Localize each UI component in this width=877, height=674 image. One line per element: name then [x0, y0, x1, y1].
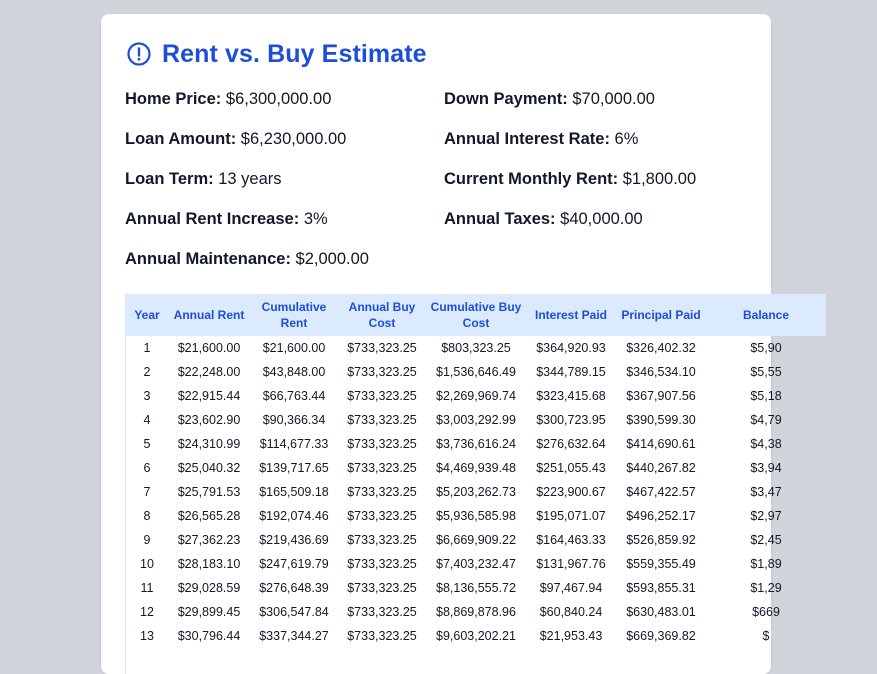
table-cell: 1 — [143, 341, 151, 355]
table-row — [126, 456, 826, 480]
table-cell: $165,509.18 — [259, 485, 329, 499]
table-cell: $3,736,616.24 — [436, 437, 516, 451]
table-cell: $192,074.46 — [259, 509, 329, 523]
table-cell: $5,936,585.98 — [436, 509, 516, 523]
table-cell: 10 — [140, 557, 154, 571]
table-cell: $326,402.32 — [626, 341, 696, 355]
table-cell: $5,203,262.73 — [436, 485, 516, 499]
column-header: Cumulative Rent — [250, 294, 338, 336]
table-cell: $440,267.82 — [626, 461, 696, 475]
table-cell: $2,45 — [750, 533, 782, 547]
table-cell: $300,723.95 — [536, 413, 606, 427]
down-payment-value: $70,000.00 — [572, 90, 655, 108]
table-cell: $630,483.01 — [626, 605, 696, 619]
table-cell: $733,323.25 — [347, 437, 417, 451]
table-cell: $733,323.25 — [347, 485, 417, 499]
maintenance-label: Annual Maintenance: — [125, 250, 291, 268]
table-cell: $803,323.25 — [441, 341, 511, 355]
table-row — [126, 432, 826, 456]
estimate-card — [101, 14, 790, 674]
table-cell: $390,599.30 — [626, 413, 696, 427]
table-cell: $22,915.44 — [177, 389, 241, 403]
monthly-rent-label: Current Monthly Rent: — [444, 170, 619, 188]
table-cell: $6,669,909.22 — [436, 533, 516, 547]
table-cell: $223,900.67 — [536, 485, 606, 499]
table-cell: $60,840.24 — [539, 605, 603, 619]
table-cell: $1,29 — [750, 581, 782, 595]
table-cell: 3 — [143, 389, 151, 403]
table-cell: $8,136,555.72 — [436, 581, 516, 595]
table-cell: $114,677.33 — [259, 437, 329, 451]
table-cell: $43,848.00 — [262, 365, 326, 379]
table-cell: $30,796.44 — [177, 629, 241, 643]
table-cell: $526,859.92 — [626, 533, 696, 547]
table-cell: 9 — [143, 533, 151, 547]
table-cell: 11 — [140, 581, 154, 595]
table-cell: $27,362.23 — [177, 533, 241, 547]
monthly-rent-value: $1,800.00 — [622, 170, 697, 188]
table-row — [126, 408, 826, 432]
table-cell: $131,967.76 — [536, 557, 606, 571]
loan-amount-label: Loan Amount: — [125, 130, 237, 148]
table-cell: $323,415.68 — [536, 389, 606, 403]
down-payment-label: Down Payment: — [444, 90, 568, 108]
table-cell: $251,055.43 — [536, 461, 606, 475]
down-payment-row — [444, 89, 655, 109]
amortization-table — [126, 294, 826, 648]
table-row — [126, 600, 826, 624]
table-cell: $5,55 — [750, 365, 782, 379]
table-row — [126, 576, 826, 600]
table-cell: $28,183.10 — [177, 557, 241, 571]
monthly-rent-row — [444, 169, 696, 189]
loan-amount-row — [125, 129, 346, 149]
table-cell: $21,600.00 — [177, 341, 241, 355]
table-cell: $3,94 — [750, 461, 782, 475]
table-cell: $337,344.27 — [259, 629, 329, 643]
rent-increase-value: 3% — [303, 210, 328, 228]
table-cell: $29,899.45 — [177, 605, 241, 619]
table-cell: $733,323.25 — [347, 533, 417, 547]
table-cell: $4,469,939.48 — [436, 461, 516, 475]
table-cell: $21,953.43 — [539, 629, 603, 643]
table-cell: $4,79 — [750, 413, 782, 427]
interest-rate-row — [444, 129, 638, 149]
table-cell: $306,547.84 — [259, 605, 329, 619]
amortization-table-container[interactable] — [125, 294, 790, 674]
column-header: Balance — [706, 294, 826, 336]
table-cell: 8 — [143, 509, 151, 523]
table-cell: $367,907.56 — [626, 389, 696, 403]
loan-term-label: Loan Term: — [125, 170, 214, 188]
table-cell: $669,369.82 — [626, 629, 696, 643]
table-cell: $344,789.15 — [536, 365, 606, 379]
table-cell: 4 — [143, 413, 151, 427]
table-cell: $3,47 — [750, 485, 782, 499]
table-cell: $22,248.00 — [177, 365, 241, 379]
table-cell: $4,38 — [750, 437, 782, 451]
table-cell: $1,536,646.49 — [436, 365, 516, 379]
table-cell: $139,717.65 — [259, 461, 329, 475]
annual-taxes-row — [444, 209, 643, 229]
table-cell: $5,90 — [750, 341, 782, 355]
table-cell: 13 — [140, 629, 154, 643]
table-cell: $1,89 — [750, 557, 782, 571]
interest-rate-value: 6% — [614, 130, 639, 148]
table-header-row — [126, 294, 826, 336]
table-row — [126, 384, 826, 408]
table-cell: $97,467.94 — [539, 581, 603, 595]
table-cell: $24,310.99 — [177, 437, 241, 451]
table-cell: 6 — [143, 461, 151, 475]
column-header: Cumulative Buy Cost — [426, 294, 526, 336]
table-row — [126, 624, 826, 648]
rent-increase-label: Annual Rent Increase: — [125, 210, 300, 228]
table-cell: $733,323.25 — [347, 461, 417, 475]
table-row — [126, 360, 826, 384]
table-cell: $669 — [752, 605, 780, 619]
table-cell: $7,403,232.47 — [436, 557, 516, 571]
interest-rate-label: Annual Interest Rate: — [444, 130, 610, 148]
table-cell: $219,436.69 — [259, 533, 329, 547]
alert-circle-icon — [126, 41, 152, 67]
annual-taxes-label: Annual Taxes: — [444, 210, 556, 228]
table-cell: $276,632.64 — [536, 437, 606, 451]
table-cell: $414,690.61 — [626, 437, 696, 451]
table-cell: $26,565.28 — [177, 509, 241, 523]
table-row — [126, 504, 826, 528]
table-cell: $733,323.25 — [347, 605, 417, 619]
table-cell: $90,366.34 — [262, 413, 326, 427]
loan-amount-value: $6,230,000.00 — [240, 130, 347, 148]
table-row — [126, 336, 826, 360]
table-cell: $496,252.17 — [626, 509, 696, 523]
table-cell: 2 — [143, 365, 151, 379]
column-header: Annual Rent — [168, 294, 250, 336]
table-cell: $21,600.00 — [262, 341, 326, 355]
table-cell: 7 — [143, 485, 151, 499]
maintenance-value: $2,000.00 — [295, 250, 369, 268]
title-row — [126, 40, 427, 68]
table-cell: $733,323.25 — [347, 341, 417, 355]
table-cell: $276,648.39 — [259, 581, 329, 595]
table-cell: $29,028.59 — [177, 581, 241, 595]
table-cell: $733,323.25 — [347, 365, 417, 379]
table-cell: $733,323.25 — [347, 557, 417, 571]
table-cell: $2,97 — [750, 509, 782, 523]
maintenance-row — [125, 249, 369, 269]
table-cell: $364,920.93 — [536, 341, 606, 355]
table-cell: $559,355.49 — [626, 557, 696, 571]
column-header: Annual Buy Cost — [338, 294, 426, 336]
table-cell: $733,323.25 — [347, 389, 417, 403]
table-cell: $9,603,202.21 — [436, 629, 516, 643]
table-cell: $733,323.25 — [347, 509, 417, 523]
table-cell: $3,003,292.99 — [436, 413, 516, 427]
loan-term-row — [125, 169, 282, 189]
table-cell: $593,855.31 — [626, 581, 696, 595]
column-header: Interest Paid — [526, 294, 616, 336]
table-cell: $23,602.90 — [177, 413, 241, 427]
table-row — [126, 552, 826, 576]
table-row — [126, 528, 826, 552]
table-cell: $733,323.25 — [347, 629, 417, 643]
table-cell: $8,869,878.96 — [436, 605, 516, 619]
home-price-label: Home Price: — [125, 90, 222, 108]
rent-increase-row — [125, 209, 328, 229]
table-cell: $25,791.53 — [177, 485, 241, 499]
page-title: Rent vs. Buy Estimate — [162, 39, 427, 68]
home-price-value: $6,300,000.00 — [225, 90, 332, 108]
table-row — [126, 480, 826, 504]
column-header: Year — [126, 294, 168, 336]
table-cell: $25,040.32 — [177, 461, 241, 475]
table-cell: $195,071.07 — [536, 509, 606, 523]
table-cell: $5,18 — [750, 389, 782, 403]
loan-term-value: 13 years — [218, 170, 282, 188]
home-price-row — [125, 89, 331, 109]
table-cell: 5 — [143, 437, 151, 451]
column-header: Principal Paid — [616, 294, 706, 336]
table-cell: $2,269,969.74 — [436, 389, 516, 403]
table-cell: $164,463.33 — [536, 533, 606, 547]
table-cell: $467,422.57 — [626, 485, 696, 499]
table-cell: 12 — [140, 605, 154, 619]
table-cell: $ — [762, 629, 770, 643]
table-cell: $346,534.10 — [626, 365, 696, 379]
table-body — [126, 336, 826, 648]
table-cell: $733,323.25 — [347, 581, 417, 595]
table-cell: $247,619.79 — [259, 557, 329, 571]
annual-taxes-value: $40,000.00 — [560, 210, 643, 228]
table-cell: $66,763.44 — [262, 389, 326, 403]
table-cell: $733,323.25 — [347, 413, 417, 427]
